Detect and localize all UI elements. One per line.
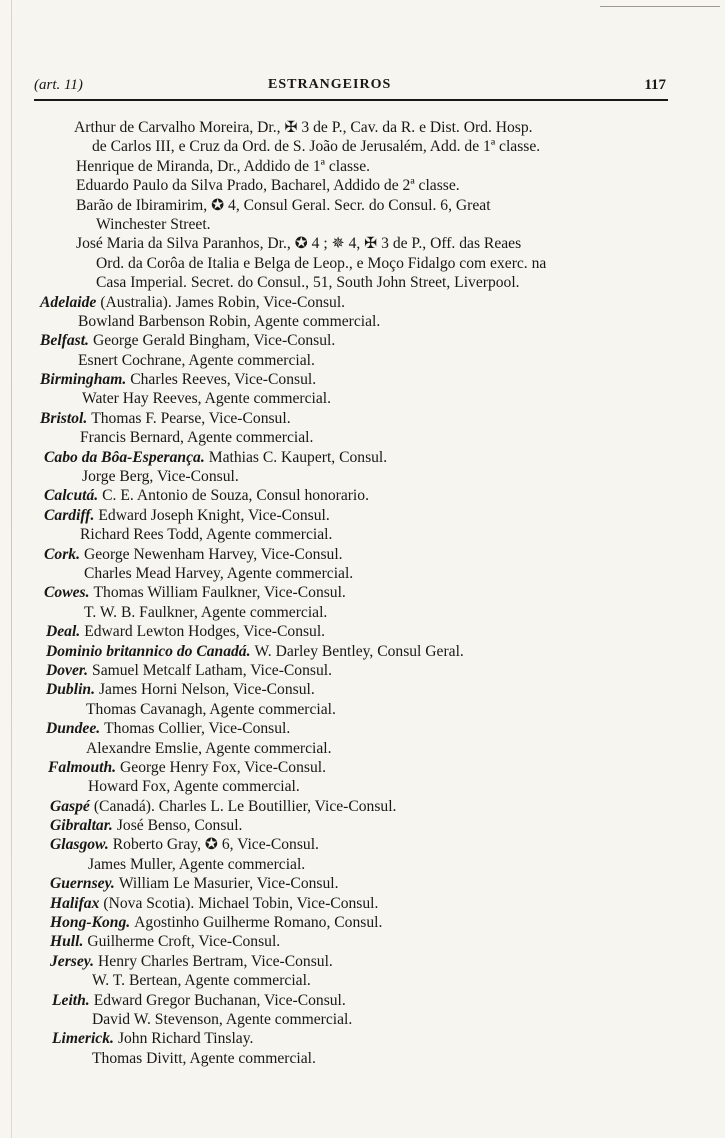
listing-line xyxy=(0,234,725,253)
entry-text: George Newenham Harvey, Vice-Consul. xyxy=(83,545,343,563)
entry-text: Alexandre Emslie, Agente commercial. xyxy=(86,739,332,757)
listing-entry xyxy=(0,835,725,854)
entry-text: Barão de Ibiramirim, ✪ 4, Consul Geral. Secr. do Consul. 6, Great xyxy=(76,196,491,214)
top-corner-rule xyxy=(600,6,720,7)
listing-line xyxy=(0,1049,725,1068)
entry-text: de Carlos III, e Cruz da Ord. de S. João de Jerusalém, Add. de 1ª classe. xyxy=(92,138,541,156)
entry-text: Water Hay Reeves, Agente commercial. xyxy=(82,390,332,408)
entry-text: Edward Joseph Knight, Vice-Consul. xyxy=(98,506,330,524)
city-name: Glasgow. xyxy=(50,836,109,854)
entry-text: (Canadá). Charles L. Le Boutillier, Vice-Consul. xyxy=(93,797,397,815)
entry-text: Francis Bernard, Agente commercial. xyxy=(80,429,314,447)
entry-text: Charles Mead Harvey, Agente commercial. xyxy=(84,564,354,582)
entry-text: Mathias C. Kaupert, Consul. xyxy=(208,448,388,466)
city-name: Bristol. xyxy=(40,409,88,427)
listing-entry xyxy=(0,894,725,913)
city-name: Jersey. xyxy=(50,952,95,970)
city-name: Dover. xyxy=(46,661,89,679)
city-name: Cardiff. xyxy=(44,506,95,524)
city-name: Falmouth. xyxy=(48,758,117,776)
running-header xyxy=(34,77,666,99)
listing-line xyxy=(0,389,725,408)
listing-entry xyxy=(0,545,725,564)
city-name: Leith. xyxy=(52,991,90,1009)
entry-text: José Maria da Silva Paranhos, Dr., ✪ 4 ; ✵ 4, ✠ 3 de P., Off. das Reaes xyxy=(76,235,522,253)
entry-text: Richard Rees Todd, Agente commercial. xyxy=(80,526,333,544)
entry-text: Henrique de Miranda, Dr., Addido de 1ª classe. xyxy=(76,157,371,175)
listing-line xyxy=(0,351,725,370)
listing-line xyxy=(0,254,725,273)
entry-text: W. T. Bertean, Agente commercial. xyxy=(92,972,311,990)
header-rule xyxy=(34,99,668,101)
listing-entry xyxy=(0,758,725,777)
city-name: Dublin. xyxy=(46,681,95,699)
entry-text: George Gerald Bingham, Vice-Consul. xyxy=(92,332,336,350)
entry-text: Thomas F. Pearse, Vice-Consul. xyxy=(91,409,291,427)
listing-entry xyxy=(0,1029,725,1048)
city-name: Hong-Kong. xyxy=(50,914,131,932)
city-name: Cowes. xyxy=(44,584,90,602)
section-title: ESTRANGEIROS xyxy=(268,77,392,92)
entry-text: Jorge Berg, Vice-Consul. xyxy=(82,468,239,486)
listing-line xyxy=(0,739,725,758)
entry-text: Thomas Collier, Vice-Consul. xyxy=(104,720,291,738)
entry-text: Edward Lewton Hodges, Vice-Consul. xyxy=(84,623,326,641)
listing-entry xyxy=(0,797,725,816)
listing-entry xyxy=(0,874,725,893)
entry-text: Esnert Cochrane, Agente commercial. xyxy=(78,351,315,369)
listing-entry xyxy=(0,719,725,738)
listing-entry xyxy=(0,506,725,525)
entry-text: Winchester Street. xyxy=(96,215,211,233)
entry-text: James Muller, Agente commercial. xyxy=(88,855,306,873)
city-name: Halifax xyxy=(50,894,100,912)
listing-entry xyxy=(0,331,725,350)
page-number: 117 xyxy=(644,77,666,93)
city-name: Deal. xyxy=(46,623,81,641)
city-name: Hull. xyxy=(50,933,84,951)
listing-line xyxy=(0,1010,725,1029)
listing-entry xyxy=(0,448,725,467)
entry-text: James Horni Nelson, Vice-Consul. xyxy=(98,681,315,699)
entry-text: T. W. B. Faulkner, Agente commercial. xyxy=(84,603,328,621)
entry-text: Arthur de Carvalho Moreira, Dr., ✠ 3 de P., Cav. da R. e Dist. Ord. Hosp. xyxy=(74,119,533,136)
listing-entry xyxy=(0,913,725,932)
entry-text: Edward Gregor Buchanan, Vice-Consul. xyxy=(93,991,346,1009)
entry-text: Thomas William Faulkner, Vice-Consul. xyxy=(93,584,346,602)
listing-entry xyxy=(0,680,725,699)
listing-entry xyxy=(0,622,725,641)
listing-line xyxy=(0,564,725,583)
entry-text: Casa Imperial. Secret. do Consul., 51, South John Street, Liverpool. xyxy=(96,274,520,292)
entry-text: (Nova Scotia). Michael Tobin, Vice-Consul. xyxy=(103,894,379,912)
listing-line xyxy=(0,467,725,486)
entry-text: Bowland Barbenson Robin, Agente commercial. xyxy=(78,312,381,330)
entry-text: Roberto Gray, ✪ 6, Vice-Consul. xyxy=(112,836,319,854)
city-name: Dundee. xyxy=(46,720,101,738)
listing-entry xyxy=(0,816,725,835)
entry-text: Howard Fox, Agente commercial. xyxy=(88,778,300,796)
entry-text: George Henry Fox, Vice-Consul. xyxy=(120,758,326,776)
city-name: Belfast. xyxy=(40,332,89,350)
listing-line xyxy=(0,118,725,137)
listing-line xyxy=(0,215,725,234)
entry-text: José Benso, Consul. xyxy=(116,817,243,835)
listing-line xyxy=(0,700,725,719)
listing-line xyxy=(0,603,725,622)
listing-line xyxy=(0,855,725,874)
entry-text: W. Darley Bentley, Consul Geral. xyxy=(254,642,464,660)
listing-entry xyxy=(0,952,725,971)
entry-text: Samuel Metcalf Latham, Vice-Consul. xyxy=(92,661,332,679)
city-name: Cabo da Bôa-Esperança. xyxy=(44,448,205,466)
listing-entry xyxy=(0,642,725,661)
city-name: Dominio britannico do Canadá. xyxy=(46,642,251,660)
entry-text: (Australia). James Robin, Vice-Consul. xyxy=(100,293,346,311)
consulate-listing xyxy=(0,118,725,1068)
listing-line xyxy=(0,312,725,331)
entry-text: Thomas Divitt, Agente commercial. xyxy=(92,1049,316,1067)
listing-entry xyxy=(0,293,725,312)
entry-text: Agostinho Guilherme Romano, Consul. xyxy=(134,914,383,932)
listing-entry xyxy=(0,486,725,505)
entry-text: Guilherme Croft, Vice-Consul. xyxy=(87,933,281,951)
listing-line xyxy=(0,525,725,544)
entry-text: William Le Masurier, Vice-Consul. xyxy=(118,875,339,893)
city-name: Calcutá. xyxy=(44,487,99,505)
listing-entry xyxy=(0,661,725,680)
city-name: Guernsey. xyxy=(50,875,115,893)
listing-line xyxy=(0,273,725,292)
listing-entry xyxy=(0,991,725,1010)
entry-text: C. E. Antonio de Souza, Consul honorario. xyxy=(102,487,369,505)
entry-text: David W. Stevenson, Agente commercial. xyxy=(92,1010,353,1028)
listing-entry xyxy=(0,583,725,602)
entry-text: Henry Charles Bertram, Vice-Consul. xyxy=(98,952,333,970)
city-name: Limerick. xyxy=(52,1030,114,1048)
listing-line xyxy=(0,176,725,195)
article-reference: (art. 11) xyxy=(34,77,83,93)
city-name: Gibraltar. xyxy=(50,817,113,835)
entry-text: Thomas Cavanagh, Agente commercial. xyxy=(86,700,336,718)
entry-text: Charles Reeves, Vice-Consul. xyxy=(130,371,317,389)
listing-entry xyxy=(0,932,725,951)
listing-line xyxy=(0,971,725,990)
listing-line xyxy=(0,428,725,447)
city-name: Cork. xyxy=(44,545,80,563)
entry-text: Ord. da Corôa de Italia e Belga de Leop., e Moço Fidalgo com exerc. na xyxy=(96,254,547,272)
listing-line xyxy=(0,157,725,176)
city-name: Birmingham. xyxy=(40,371,127,389)
listing-entry xyxy=(0,370,725,389)
listing-entry xyxy=(0,409,725,428)
city-name: Gaspé xyxy=(50,797,90,815)
city-name: Adelaide xyxy=(40,293,97,311)
entry-text: Eduardo Paulo da Silva Prado, Bacharel, Addido de 2ª classe. xyxy=(76,177,460,195)
listing-line xyxy=(0,196,725,215)
listing-line xyxy=(0,777,725,796)
listing-line xyxy=(0,137,725,156)
entry-text: John Richard Tinslay. xyxy=(117,1030,254,1048)
